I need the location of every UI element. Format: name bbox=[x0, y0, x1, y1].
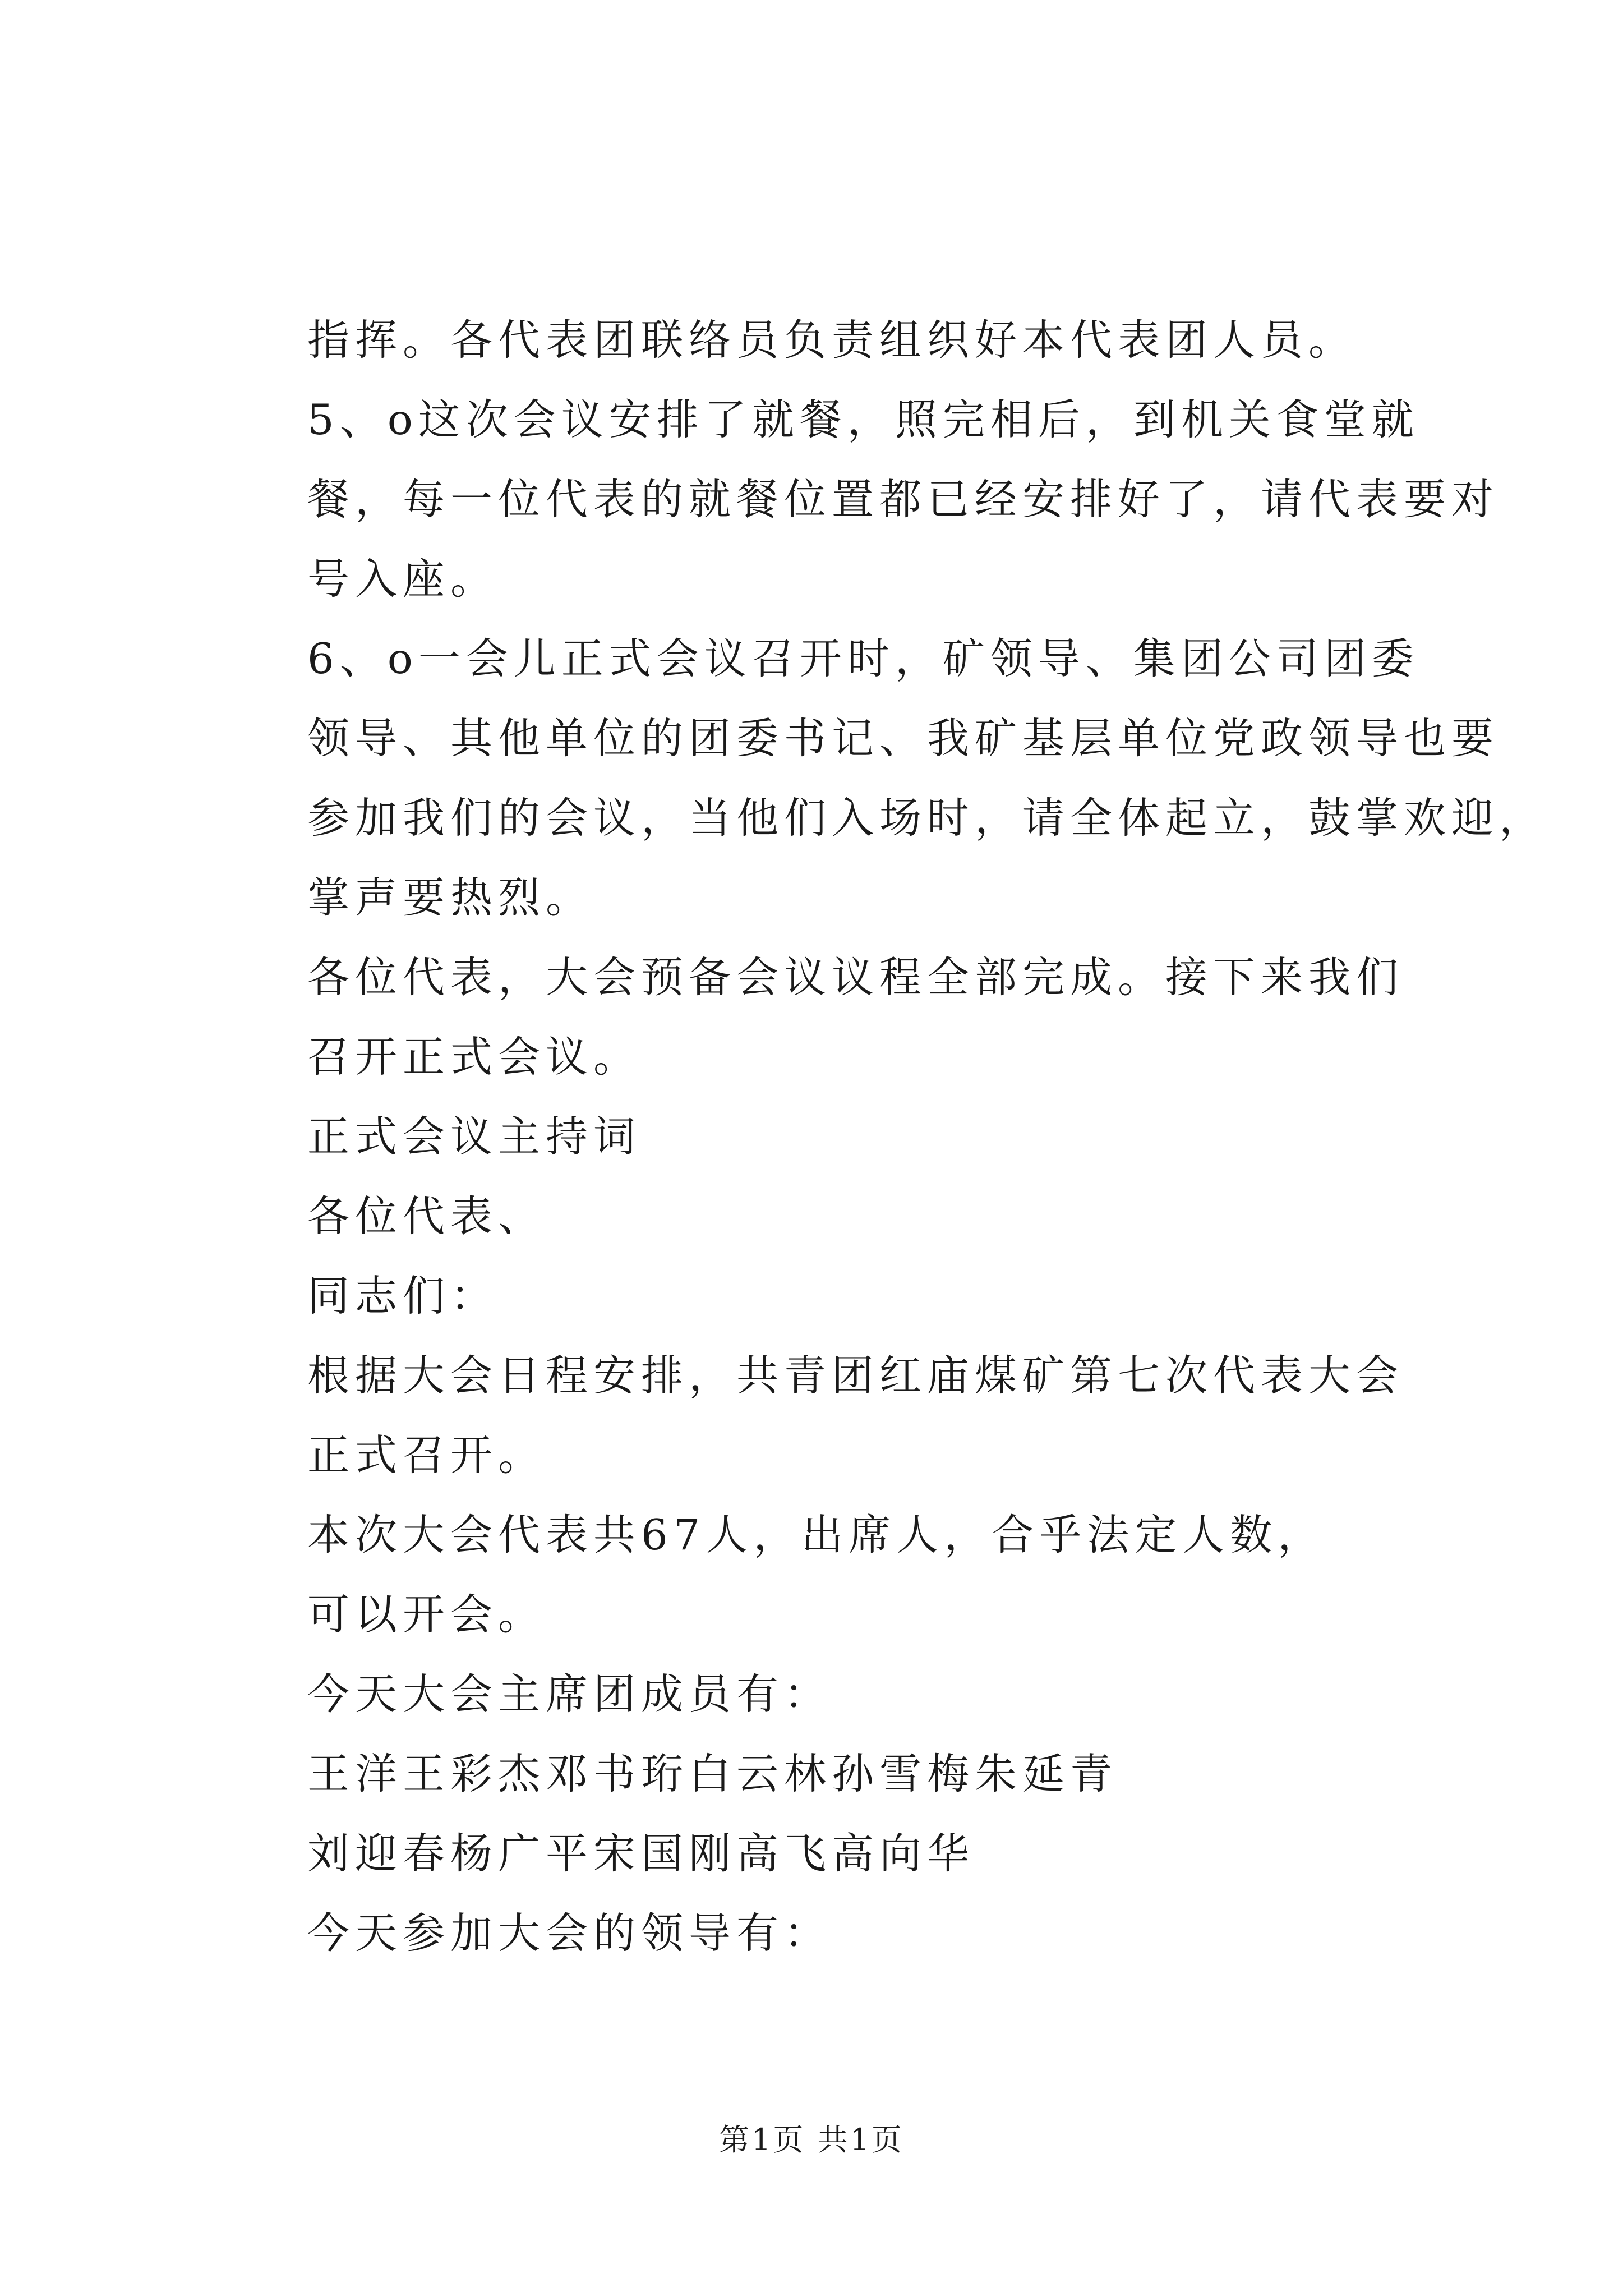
document-body bbox=[307, 300, 1547, 1973]
text-line: 可以开会。 bbox=[307, 1590, 546, 1639]
text-line: 餐，每一位代表的就餐位置都已经安排好了，请代表要对 bbox=[307, 475, 1500, 524]
text-line: 5、o这次会议安排了就餐，照完相后，到机关食堂就 bbox=[307, 395, 1419, 444]
text-line: 召开正式会议。 bbox=[307, 1032, 642, 1082]
name-list-line: 王洋王彩杰邓书珩白云林孙雪梅朱延青 bbox=[307, 1749, 1118, 1798]
name-list-line: 刘迎春杨广平宋国刚高飞高向华 bbox=[307, 1829, 975, 1878]
text-line: 指挥。各代表团联络员负责组织好本代表团人员。 bbox=[307, 315, 1357, 365]
text-line: 正式召开。 bbox=[307, 1430, 546, 1480]
text-line: 今天参加大会的领导有： bbox=[307, 1908, 832, 1958]
salutation-line: 同志们： bbox=[307, 1271, 499, 1320]
text-line: 掌声要热烈。 bbox=[307, 873, 594, 922]
text-line: 本次大会代表共67人，出席人，合乎法定人数， bbox=[307, 1510, 1326, 1559]
text-line: 参加我们的会议，当他们入场时，请全体起立，鼓掌欢迎， bbox=[307, 793, 1547, 843]
text-line: 各位代表，大会预备会议议程全部完成。接下来我们 bbox=[307, 953, 1404, 1002]
text-line: 今天大会主席团成员有： bbox=[307, 1669, 832, 1719]
page-number-footer: 第1页 共1页 bbox=[719, 2122, 904, 2157]
text-line: 6、o一会儿正式会议召开时，矿领导、集团公司团委 bbox=[307, 634, 1419, 683]
text-line: 领导、其他单位的团委书记、我矿基层单位党政领导也要 bbox=[307, 714, 1500, 763]
text-line: 根据大会日程安排，共青团红庙煤矿第七次代表大会 bbox=[307, 1351, 1404, 1400]
text-line: 号入座。 bbox=[307, 554, 499, 604]
salutation-line: 各位代表、 bbox=[307, 1191, 546, 1241]
section-heading: 正式会议主持词 bbox=[307, 1112, 642, 1161]
